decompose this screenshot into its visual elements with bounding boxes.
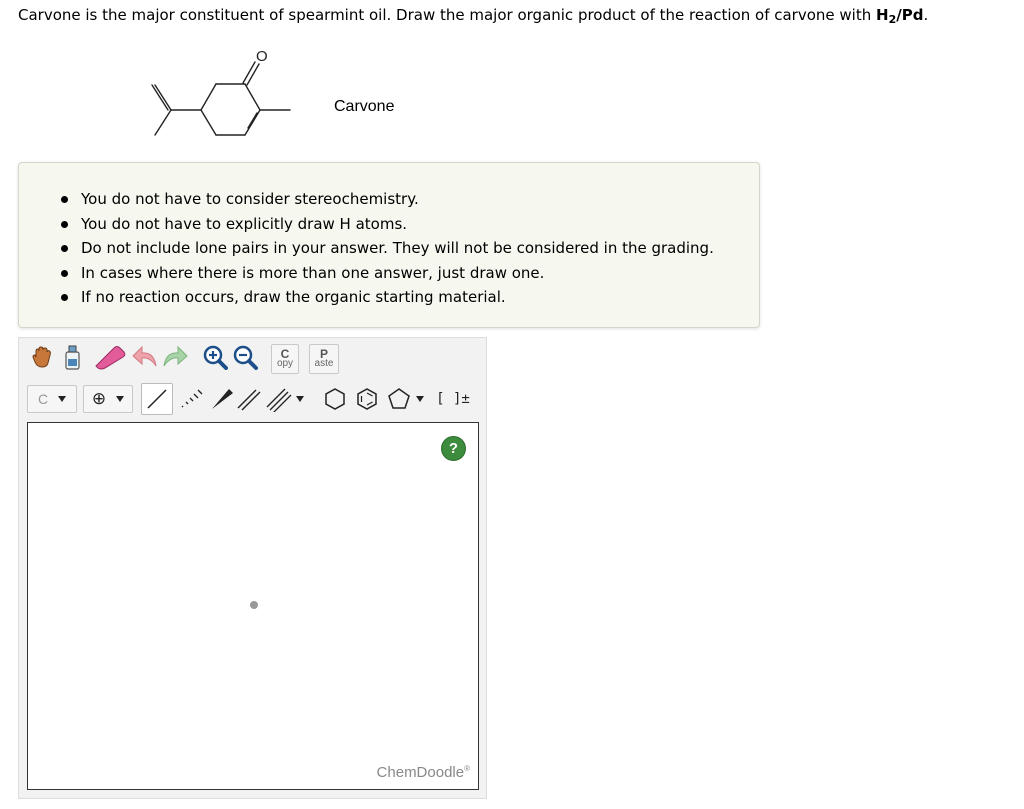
stereo-bond-icon [178,386,204,412]
zoom-in-icon [202,344,228,370]
double-bond-button[interactable] [235,385,263,413]
bracket-label: [ ]± [436,391,470,407]
chemdoodle-editor [18,337,487,799]
triple-bond-icon [266,386,292,412]
single-bond-icon [144,386,170,412]
canvas-cursor-dot [250,601,258,609]
cyclohexane-button[interactable] [321,385,349,413]
benzene-icon [354,386,380,412]
instruction-item: In cases where there is more than one answer, just draw one. [59,261,714,286]
instruction-item: If no reaction occurs, draw the organic starting material. [59,285,714,310]
hand-icon [30,345,54,369]
element-label: C [37,391,49,407]
redo-icon [162,344,188,370]
instruction-item: Do not include lone pairs in your answer. They will not be considered in the grading. [59,236,714,261]
single-bond-button[interactable] [141,383,173,415]
chevron-down-icon [416,396,424,402]
chevron-down-icon [116,396,124,402]
stereo-bond-button[interactable] [177,385,205,413]
element-selector[interactable] [27,385,77,413]
charge-icon: ⊕ [91,389,107,409]
chevron-down-icon [58,396,66,402]
paste-button[interactable] [309,344,339,374]
instructions-box [18,162,760,328]
cyclopentane-selector[interactable] [383,385,427,413]
zoom-out-button[interactable] [231,343,259,371]
help-icon[interactable]: ? [441,436,466,461]
undo-icon [132,344,158,370]
hand-tool-button[interactable] [29,344,55,370]
benzene-button[interactable] [353,385,381,413]
carvone-structure [140,46,310,146]
cyclohexane-icon [322,386,348,412]
copy-label-big: C [280,347,290,361]
chevron-down-icon [296,396,304,402]
double-bond-icon [236,386,262,412]
chemdoodle-logo: ChemDoodle® [376,764,470,781]
eraser-icon [90,344,128,370]
eraser-tool-button[interactable] [89,343,129,371]
cyclopentane-icon [386,386,412,412]
eraser-bottle-icon [61,343,83,371]
oxygen-atom-label: O [256,48,268,65]
wedge-bond-icon [208,386,234,412]
question-text: Carvone is the major constituent of spearmint oil. Draw the major organic product of the reaction of carvone with $H_2/Pd$. [18,6,929,26]
paste-label-small: aste [314,358,334,369]
undo-button[interactable] [131,343,159,371]
zoom-in-button[interactable] [201,343,229,371]
instruction-item: You do not have to consider stereochemistry. [59,187,714,212]
charge-selector[interactable] [83,385,133,413]
molecule-label: Carvone [334,98,395,115]
clear-button[interactable] [59,342,85,372]
question-body: Carvone is the major constituent of spearmint oil. Draw the major organic product of the reaction of carvone with [18,6,877,24]
zoom-out-icon [232,344,258,370]
copy-label-small: opy [276,358,294,369]
reagent: $H_2/Pd$ [876,6,924,26]
bracket-charge-button[interactable] [433,385,473,413]
triple-bond-selector[interactable] [263,385,307,413]
instructions-list [59,187,714,310]
redo-button[interactable] [161,343,189,371]
wedge-bond-button[interactable] [207,385,235,413]
paste-label-big: P [319,347,328,361]
instruction-item: You do not have to explicitly draw H atoms. [59,212,714,237]
drawing-canvas[interactable] [27,422,479,790]
copy-button[interactable] [271,344,299,374]
